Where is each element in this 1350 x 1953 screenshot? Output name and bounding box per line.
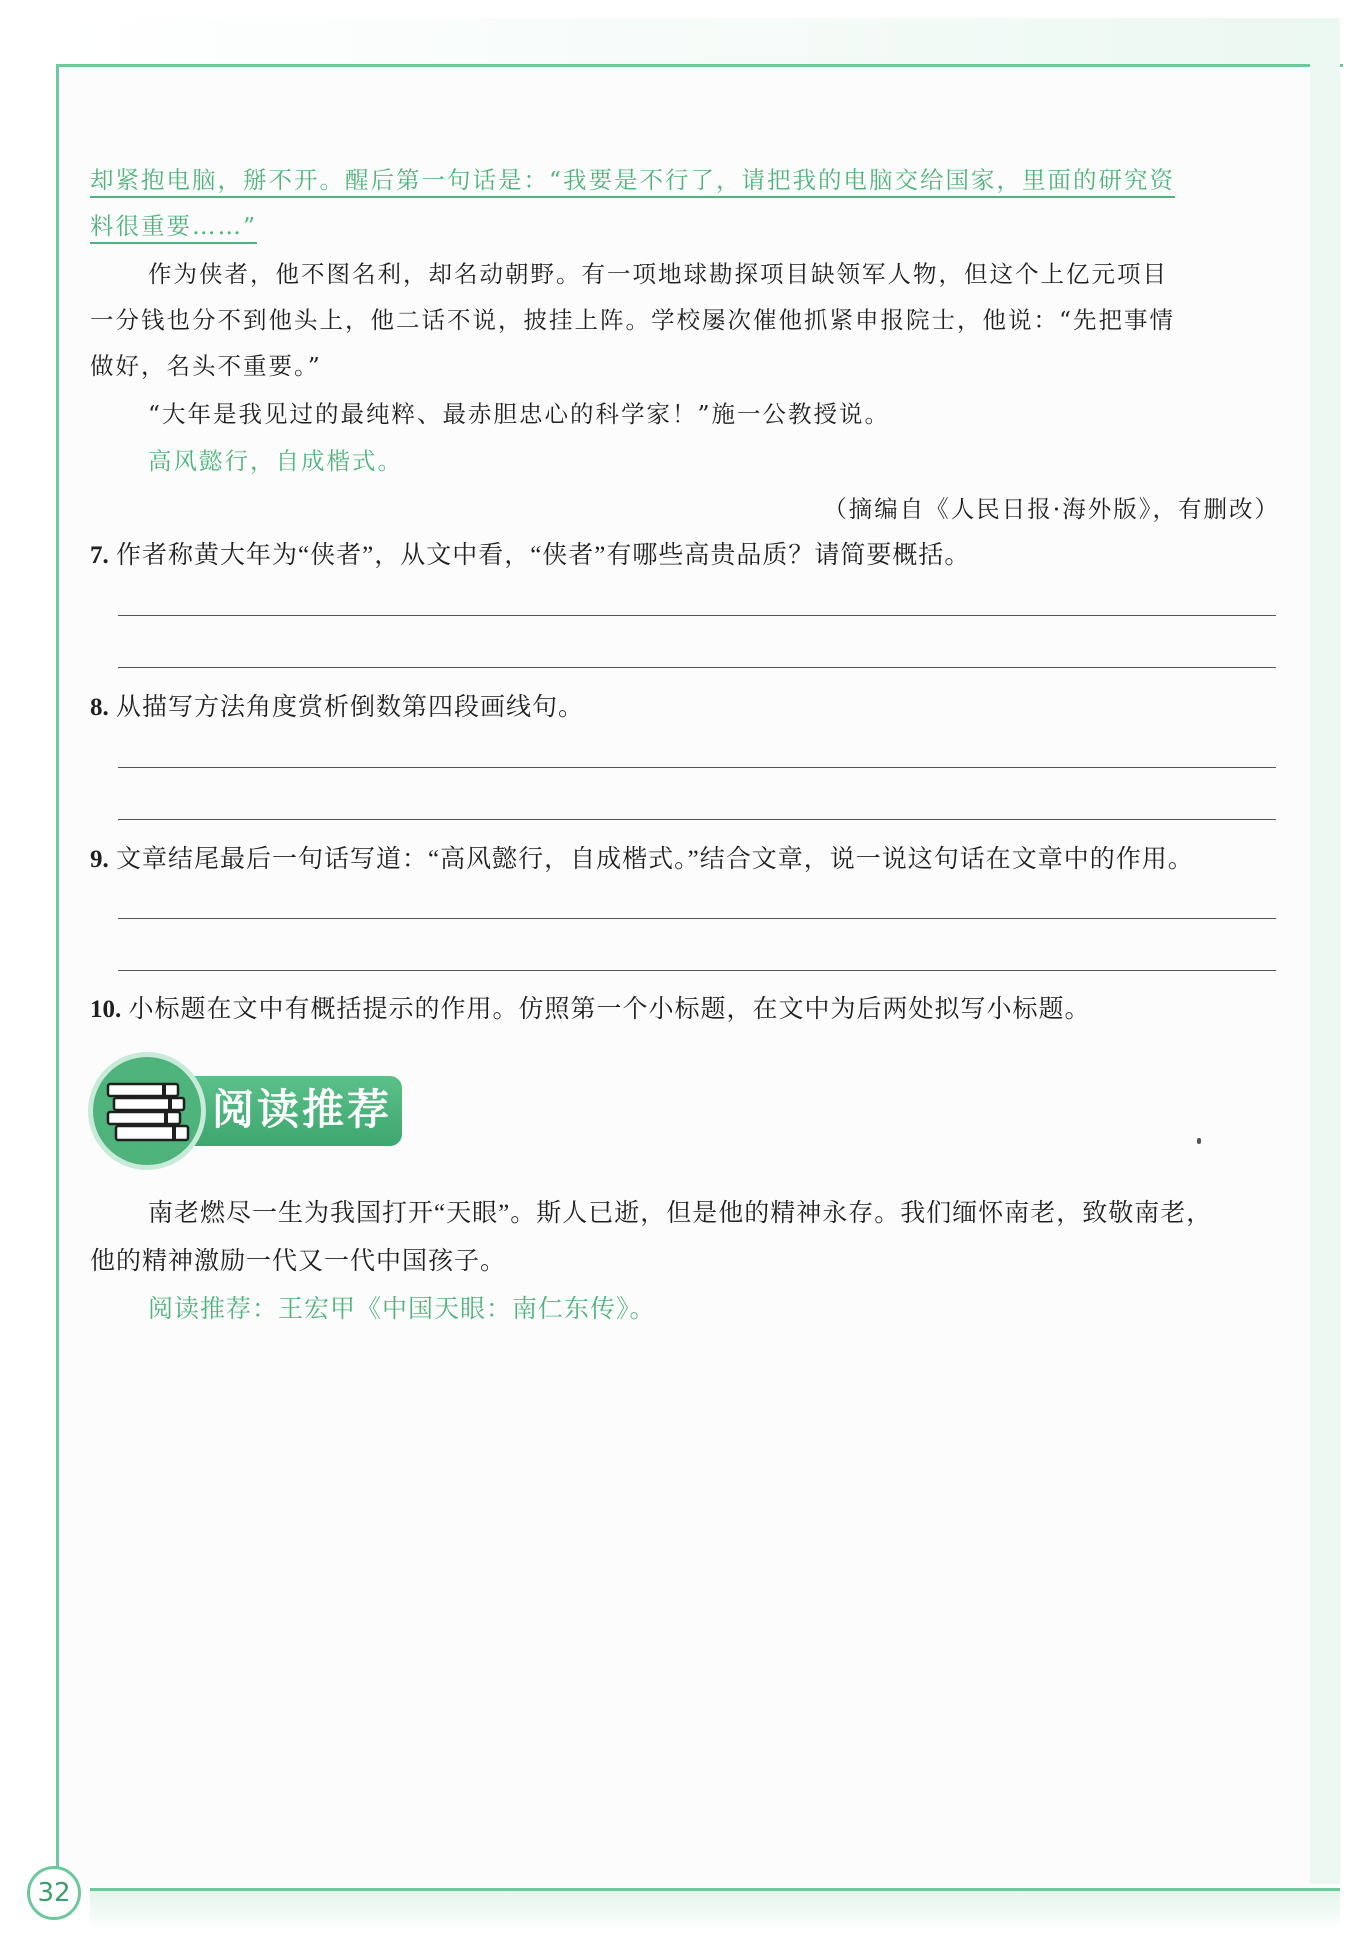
right-decor-band <box>1310 64 1340 1884</box>
passage-closing: 高风懿行，自成楷式。 <box>148 447 403 475</box>
section-title: 阅读推荐 <box>212 1085 393 1134</box>
reading-recommendation: 阅读推荐：王宏甲《中国天眼：南仁东传》。 <box>148 1296 656 1323</box>
underlined-sentence-1: 却紧抱电脑，掰不开。醒后第一句话是：“我要是不行了，请把我的电脑交给国家，里面的研究资 <box>90 166 1175 198</box>
question-9 <box>90 840 1280 880</box>
top-decor-band <box>56 18 1340 64</box>
question-number: 10. <box>90 996 122 1023</box>
books-icon <box>106 1082 192 1144</box>
passage-line-2 <box>90 206 1280 246</box>
answer-line[interactable] <box>118 667 1276 668</box>
answer-line[interactable] <box>118 767 1276 768</box>
underlined-sentence-2: 料很重要……” <box>90 212 257 244</box>
question-number: 7. <box>90 542 109 569</box>
question-text: 从描写方法角度赏析倒数第四段画线句。 <box>116 694 585 721</box>
reading-recommendation-banner <box>88 1052 408 1174</box>
question-7 <box>90 536 1280 576</box>
answer-line[interactable] <box>118 615 1276 616</box>
question-number: 8. <box>90 694 109 721</box>
stray-mark <box>1197 1138 1201 1144</box>
passage-paragraph-line: 一分钱也分不到他头上，他二话不说，披挂上阵。学校屡次催他抓紧申报院士，他说：“先把事情 <box>90 306 1176 334</box>
question-10 <box>90 990 1280 1030</box>
bottom-decor-band <box>90 1891 1340 1931</box>
answer-line[interactable] <box>118 819 1276 820</box>
section-paragraph-line: 他的精神激励一代又一代中国孩子。 <box>90 1248 507 1275</box>
passage-line-1 <box>90 160 1280 200</box>
passage-quote: “大年是我见过的最纯粹、最赤胆忠心的科学家！”施一公教授说。 <box>148 400 891 428</box>
question-text: 小标题在文中有概括提示的作用。仿照第一个小标题，在文中为后两处拟写小标题。 <box>128 996 1091 1023</box>
passage-paragraph-line: 作为侠者，他不图名利，却名动朝野。有一项地球勘探项目缺领军人物，但这个上亿元项目 <box>148 260 1168 288</box>
answer-line[interactable] <box>118 970 1276 971</box>
answer-line[interactable] <box>118 918 1276 919</box>
question-number: 9. <box>90 846 109 873</box>
question-8 <box>90 688 1280 728</box>
page-number: 32 <box>27 1866 81 1920</box>
passage-paragraph-line: 做好，名头不重要。” <box>90 352 322 380</box>
passage-source: （摘编自《人民日报·海外版》，有删改） <box>823 495 1280 523</box>
section-paragraph-line: 南老燃尽一生为我国打开“天眼”。斯人已逝，但是他的精神永存。我们缅怀南老，致敬南老， <box>148 1200 1213 1227</box>
question-text: 作者称黄大年为“侠者”，从文中看，“侠者”有哪些高贵品质？请简要概括。 <box>116 542 971 569</box>
question-text: 文章结尾最后一句话写道：“高风懿行，自成楷式。”结合文章，说一说这句话在文章中的作用。 <box>116 846 1194 873</box>
